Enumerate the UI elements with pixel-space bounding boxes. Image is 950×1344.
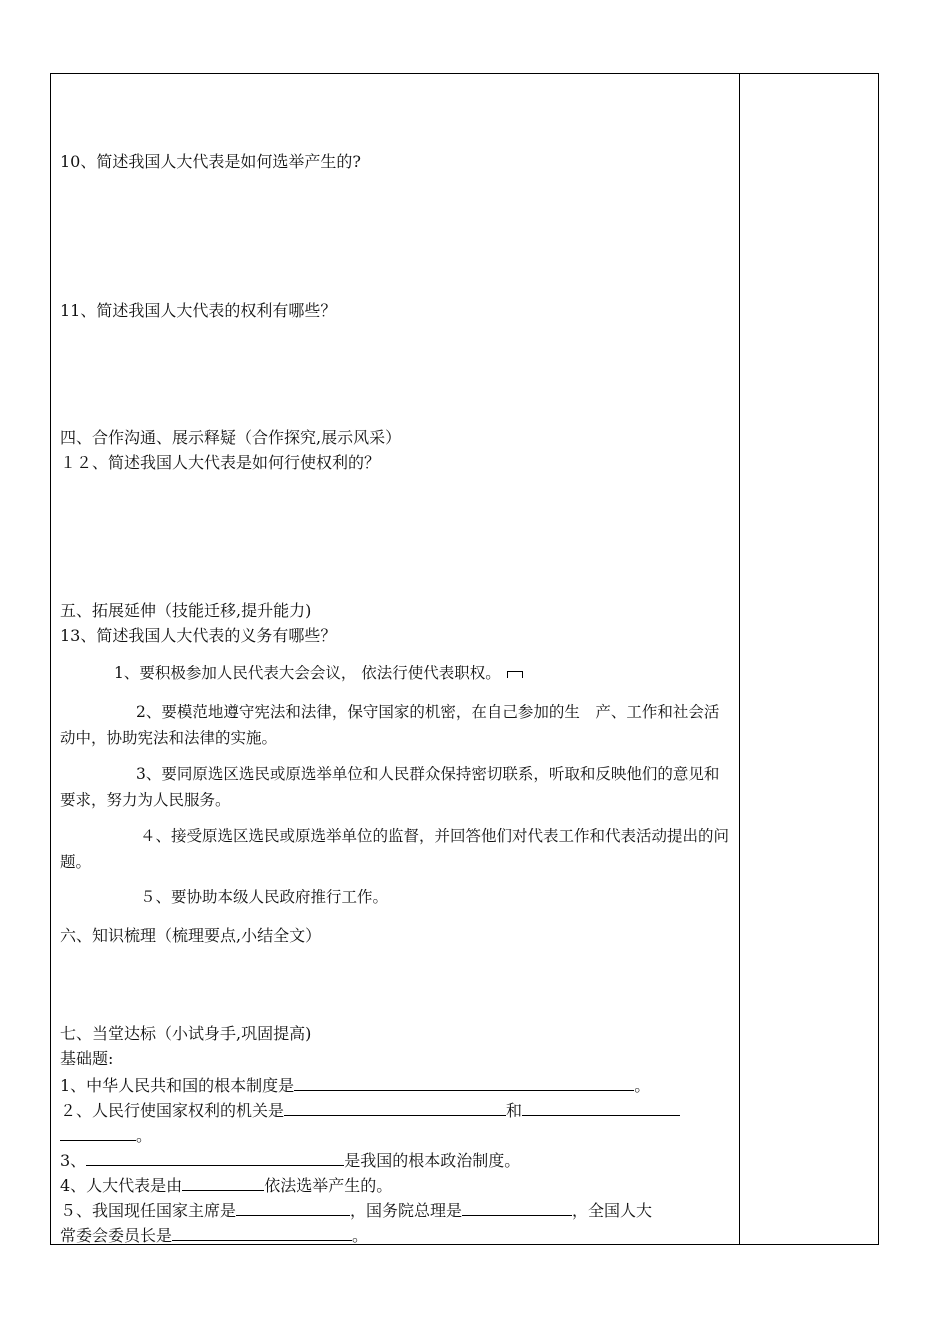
answer-blank[interactable] [182,1174,264,1191]
answer-blank[interactable] [522,1099,680,1116]
section-6-heading: 六、知识梳理（梳理要点,小结全文） [60,926,322,945]
duty-item: 1、要积极参加人民代表大会会议， 依法行使代表职权。 [114,663,523,683]
fill-question-4: 4、人大代表是由 依法选举产生的。 [60,1176,393,1195]
question-10: 10、简述我国人大代表是如何选举产生的? [60,152,361,171]
answer-blank[interactable] [60,1124,136,1141]
answer-blank[interactable] [86,1149,344,1166]
question-11: 11、简述我国人大代表的权利有哪些？ [60,301,337,320]
fill-question-3: 3、 是我国的根本政治制度。 [60,1151,521,1170]
duty-item: 2、要模范地遵守宪法和法律，保守国家的机密，在自己参加的生 产、工作和社会活动中，协助宪法和法律的实施。 [60,703,720,747]
answer-blank[interactable] [294,1074,634,1091]
answer-blank[interactable] [236,1199,350,1216]
fill-question-2-cont: 。 [60,1124,152,1146]
fill-question-1: 1、中华人民共和国的根本制度是 。 [60,1076,651,1095]
question-13: 13、简述我国人大代表的义务有哪些？ [60,626,337,645]
basic-questions-label: 基础题: [60,1049,114,1068]
fill-question-2: ２、人民行使国家权利的机关是 和 [60,1099,680,1121]
answer-blank[interactable] [284,1099,506,1116]
section-5-heading: 五、拓展延伸（技能迁移,提升能力) [60,601,312,620]
fill-question-5: ５、我国现任国家主席是 ，国务院总理是 ，全国人大 [60,1201,653,1220]
duty-item: ４、接受原选区选民或原选举单位的监督，并回答他们对代表工作和代表活动提出的问题。 [60,827,730,871]
table-frame [50,73,879,1245]
insert-mark [507,671,523,678]
section-4-heading: 四、合作沟通、展示释疑（合作探究,展示风采） [60,428,402,447]
question-12: １２、简述我国人大代表是如何行使权利的？ [60,453,381,472]
duty-item: 3、要同原选区选民或原选举单位和人民群众保持密切联系，听取和反映他们的意见和要求，努力为人民服务。 [60,765,720,809]
column-divider [739,73,740,1245]
answer-blank[interactable] [462,1199,572,1216]
answer-blank[interactable] [172,1224,352,1241]
section-7-heading: 七、当堂达标（小试身手,巩固提高) [60,1024,312,1043]
duty-item: ５、要协助本级人民政府推行工作。 [140,888,389,906]
fill-question-5-cont: 常委会委员长是 。 [60,1226,369,1245]
